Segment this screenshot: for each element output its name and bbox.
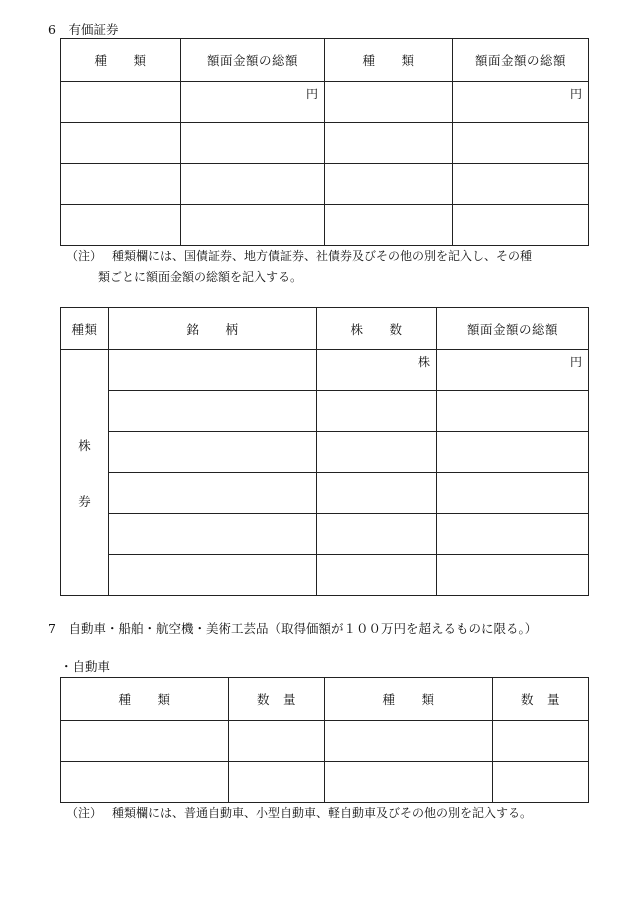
cell-share-count[interactable]: 株 [317,350,437,391]
header-quantity-2: 数 量 [493,678,589,721]
cell-face-value[interactable] [437,391,589,432]
cell-issue-name[interactable] [109,350,317,391]
cell-face-value[interactable] [453,123,589,164]
cell-face-value[interactable]: 円 [453,82,589,123]
header-type-2: 種 類 [325,678,493,721]
header-share-count: 株 数 [317,308,437,350]
table-row [61,721,589,762]
vehicles-table [60,677,589,803]
cell-quantity[interactable] [493,762,589,803]
note2-label: （注） [66,806,103,820]
cell-face-value[interactable]: 円 [181,82,325,123]
cell-type[interactable] [325,123,453,164]
header-face-value-1: 額面金額の総額 [181,39,325,82]
note1-line2: 類ごとに額面金額の総額を記入する。 [98,270,303,284]
cell-type[interactable] [61,721,229,762]
cell-type[interactable] [61,82,181,123]
stock-type-label-1: 株 [78,437,91,453]
table-row [61,555,589,596]
cell-face-value[interactable] [437,514,589,555]
header-face-value: 額面金額の総額 [437,308,589,350]
note1-label: （注） [66,249,103,263]
cell-face-value[interactable] [181,205,325,246]
header-type: 種類 [61,308,109,350]
cell-type[interactable] [61,123,181,164]
cell-share-count[interactable] [317,514,437,555]
cell-face-value[interactable] [453,205,589,246]
cell-type[interactable] [325,205,453,246]
note1-line1: 種類欄には、国債証券、地方債証券、社債券及びその他の別を記入し、その種 [112,249,533,263]
table-row [61,205,589,246]
note2-text: 種類欄には、普通自動車、小型自動車、軽自動車及びその他の別を記入する。 [112,806,533,820]
cell-issue-name[interactable] [109,473,317,514]
table-row [61,514,589,555]
header-type-1: 種 類 [61,39,181,82]
cell-quantity[interactable] [493,721,589,762]
securities-table [60,38,589,246]
header-face-value-2: 額面金額の総額 [453,39,589,82]
table-row [61,350,589,391]
table-row [61,432,589,473]
section7-title: 7 自動車・船舶・航空機・美術工芸品（取得価額が１００万円を超えるものに限る。） [48,621,538,636]
cell-share-count[interactable] [317,432,437,473]
cell-face-value[interactable] [181,164,325,205]
section6-title: 6 有価証券 [48,22,119,37]
cell-type[interactable] [325,82,453,123]
cell-face-value[interactable] [437,555,589,596]
cell-issue-name[interactable] [109,555,317,596]
cell-type[interactable] [61,205,181,246]
cell-face-value[interactable] [437,473,589,514]
stock-type-cell [61,350,109,596]
cell-quantity[interactable] [229,721,325,762]
header-quantity-1: 数 量 [229,678,325,721]
header-type-2: 種 類 [325,39,453,82]
stocks-table [60,307,589,596]
cell-issue-name[interactable] [109,514,317,555]
table-row [61,123,589,164]
cell-face-value[interactable]: 円 [437,350,589,391]
cell-share-count[interactable] [317,555,437,596]
section7-subheading: ・自動車 [60,659,111,674]
table-row [61,391,589,432]
cell-share-count[interactable] [317,473,437,514]
header-type-1: 種 類 [61,678,229,721]
stock-type-label-2: 券 [78,493,91,509]
cell-issue-name[interactable] [109,432,317,473]
cell-type[interactable] [325,164,453,205]
table-row [61,762,589,803]
cell-quantity[interactable] [229,762,325,803]
header-issue-name: 銘 柄 [109,308,317,350]
cell-type[interactable] [61,164,181,205]
cell-face-value[interactable] [437,432,589,473]
cell-type[interactable] [61,762,229,803]
table-row [61,82,589,123]
cell-issue-name[interactable] [109,391,317,432]
cell-face-value[interactable] [453,164,589,205]
cell-share-count[interactable] [317,391,437,432]
cell-face-value[interactable] [181,123,325,164]
cell-type[interactable] [325,762,493,803]
cell-type[interactable] [325,721,493,762]
table-row [61,473,589,514]
table-row [61,164,589,205]
